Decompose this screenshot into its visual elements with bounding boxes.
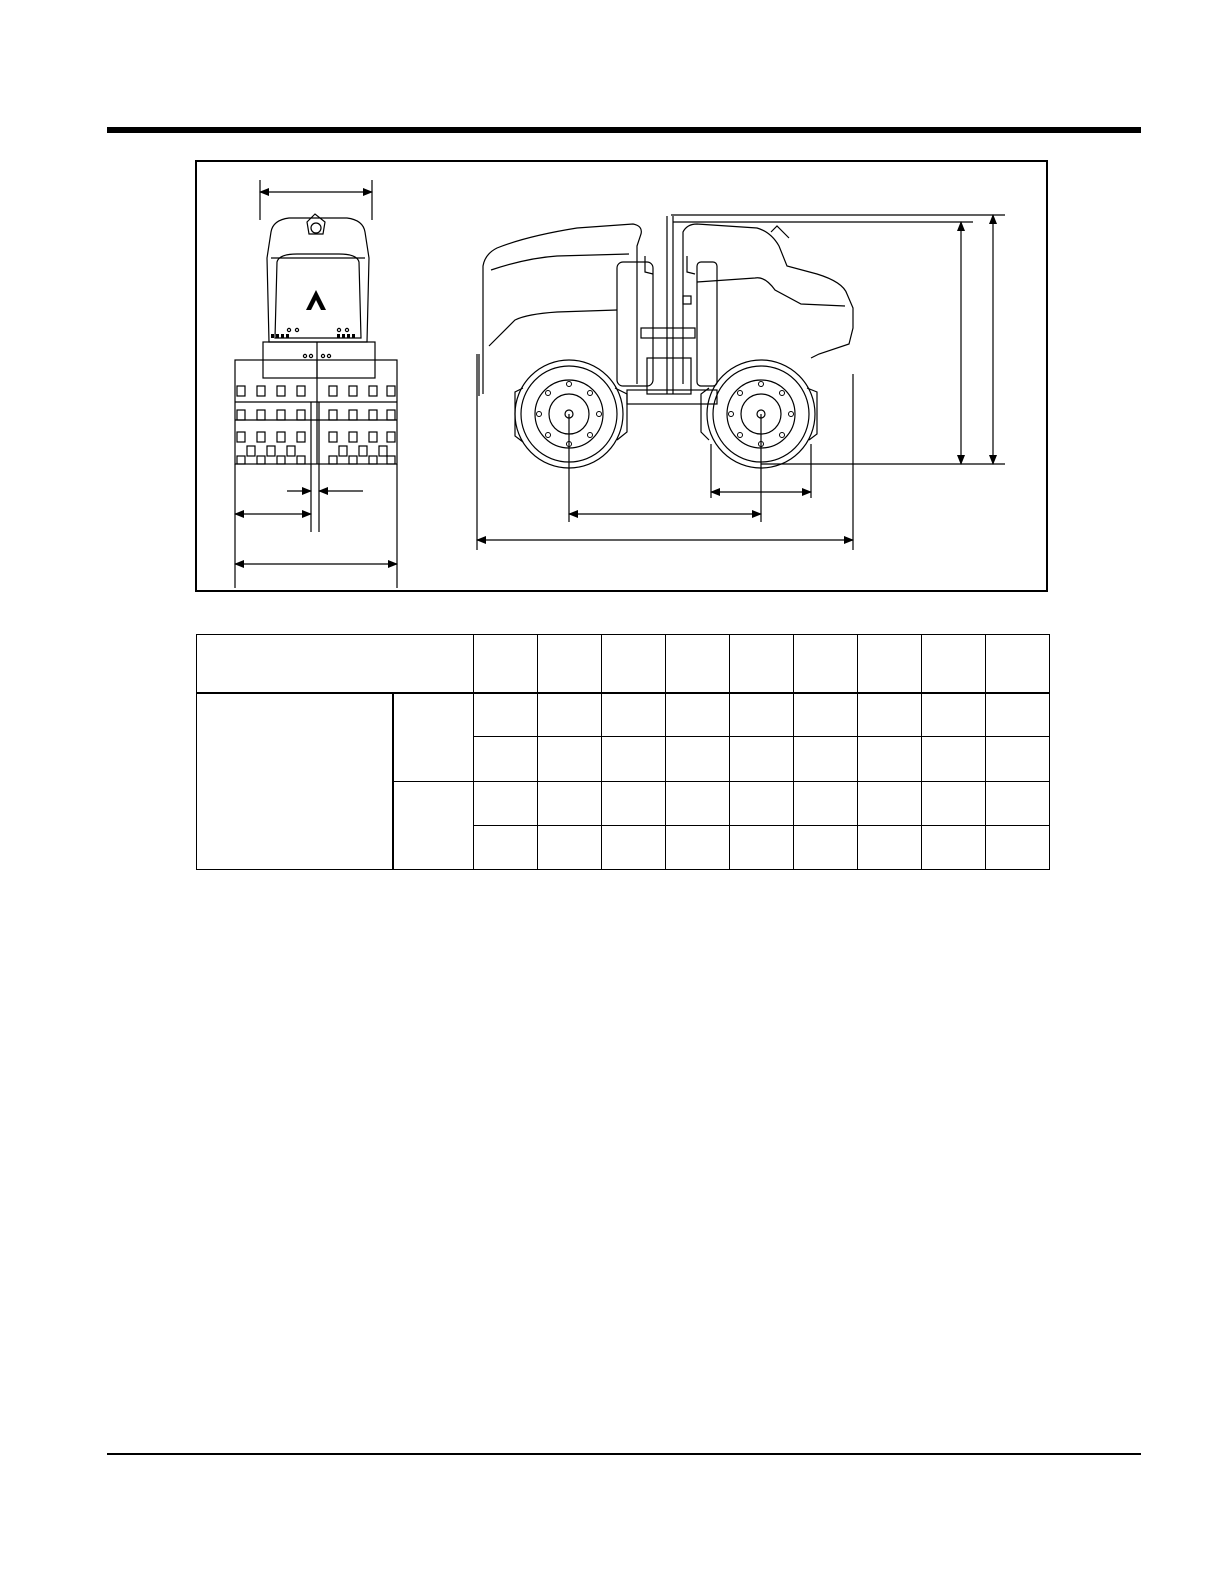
table-cell [602,781,666,825]
table-cell [794,781,858,825]
column-header [730,635,794,693]
table-cell [794,693,858,737]
table-cell [730,825,794,869]
table-cell [538,693,602,737]
dimension-figure [195,160,1048,592]
table-cell [730,737,794,781]
table-cell [730,781,794,825]
table-cell [986,781,1050,825]
table-cell [922,737,986,781]
table-cell [858,693,922,737]
column-header [986,635,1050,693]
header-rule [107,127,1141,133]
table-cell [474,825,538,869]
row-group-label [197,693,393,870]
table-cell [666,693,730,737]
front-view [235,180,397,588]
table-cell [794,737,858,781]
table-cell [538,781,602,825]
column-header [858,635,922,693]
table-cell [666,781,730,825]
table-cell [922,693,986,737]
column-header [794,635,858,693]
table-cell [538,737,602,781]
column-header [602,635,666,693]
table-cell [986,737,1050,781]
table-cell [986,693,1050,737]
table-cell [602,693,666,737]
side-view [477,215,1005,550]
table-cell [858,781,922,825]
table-cell [922,781,986,825]
table-cell [538,825,602,869]
table-cell [858,825,922,869]
table-cell [922,825,986,869]
table-header-label [197,635,474,693]
column-header [538,635,602,693]
table-cell [474,781,538,825]
chevron-logo-icon [306,290,326,310]
row-subgroup-label [393,781,474,869]
table-cell [474,737,538,781]
row-subgroup-label [393,693,474,781]
footer-rule [107,1453,1141,1455]
table-cell [474,693,538,737]
dimensions-table [196,634,1050,870]
table-cell [602,737,666,781]
column-header [922,635,986,693]
column-header [666,635,730,693]
table-cell [858,737,922,781]
table-cell [666,737,730,781]
column-header [474,635,538,693]
beacon-lamp-icon [307,214,325,234]
table-cell [794,825,858,869]
table-cell [602,825,666,869]
machine-drawing [197,162,1050,594]
table-cell [730,693,794,737]
table-cell [986,825,1050,869]
table-cell [666,825,730,869]
